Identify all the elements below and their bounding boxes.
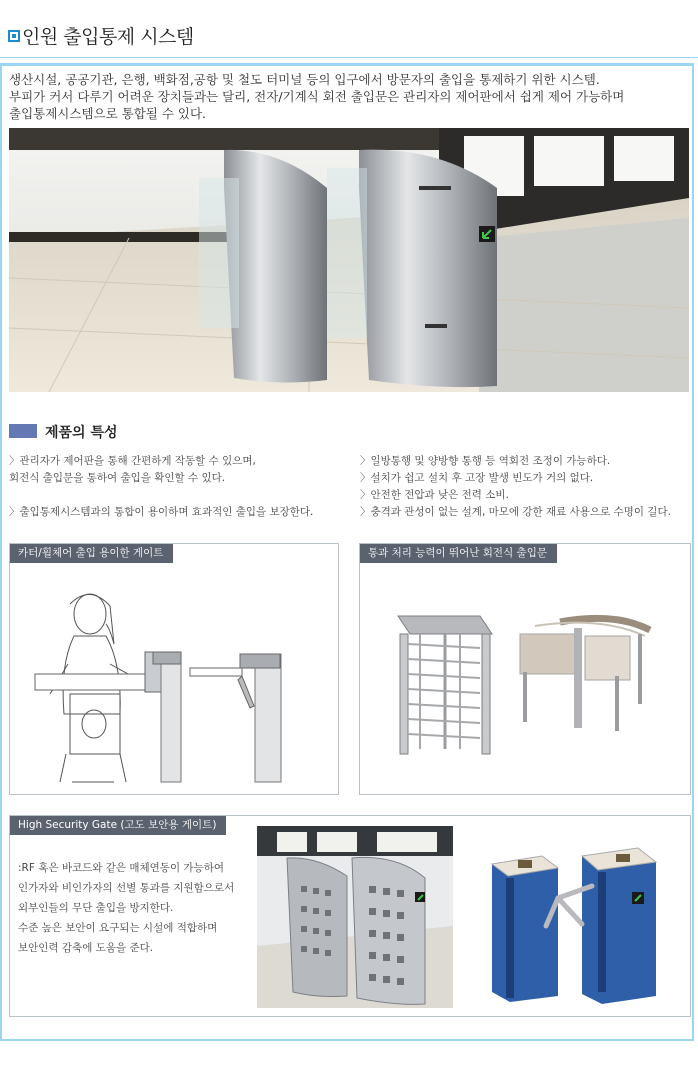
feature-item: 〉안전한 전압과 낮은 전력 소비. [360, 489, 509, 501]
intro-text [9, 71, 689, 122]
feature-item: 〉관리자가 제어판을 통해 간편하게 작동할 수 있으며, [9, 455, 256, 467]
panel-tag: High Security Gate (고도 보안용 게이트) [10, 816, 226, 835]
description-line: 보안인력 감축에 도움을 준다. [18, 942, 154, 954]
square-bullet-icon [8, 30, 20, 42]
intro-line: 출입통제시스템으로 통합될 수 있다. [9, 106, 207, 121]
feature-item: 〉충격과 관성이 없는 설계, 마모에 강한 재료 사용으로 수명이 길다. [360, 506, 671, 518]
page-title: 인원 출입통제 시스템 [22, 26, 194, 48]
description-line: 외부인들의 무단 출입을 방지한다. [18, 902, 174, 914]
cart-gate-illustration [10, 544, 338, 794]
feature-item: 회전식 출입문을 통하여 출입을 확인할 수 있다. [9, 472, 226, 484]
feature-item: 〉출입통제시스템과의 통합이 용이하며 효과적인 출입을 보장한다. [9, 506, 314, 518]
features-title: 제품의 특성 [45, 425, 118, 441]
speed-gate-photo [9, 128, 689, 392]
cart-gate-panel [9, 543, 339, 795]
feature-item: 〉설치가 쉽고 설치 후 고장 발생 빈도가 거의 없다. [360, 472, 594, 484]
high-security-description [18, 858, 234, 958]
description-line: :RF 혹은 바코드와 같은 매체연동이 가능하여 [18, 862, 224, 874]
intro-line: 생산시설, 공공기관, 은행, 백화점,공항 및 철도 터미널 등의 입구에서 방문자의 출입을 통제하기 위한 시스템. [9, 72, 600, 87]
header-divider [0, 57, 698, 58]
tripod-gate-photo [462, 826, 684, 1008]
intro-line: 부피가 커서 다루기 어려운 장치들과는 달리, 전자/기계식 회전 출입문은 관리자의 제어판에서 쉽게 제어 가능하며 [9, 89, 625, 104]
description-line: 수준 높은 보안이 요구되는 시설에 적합하며 [18, 922, 218, 934]
description-line: 인가자와 비인가자의 선별 통과를 지원함으로서 [18, 882, 235, 894]
page-header [0, 0, 698, 60]
panel-tag: 카터/휠체어 출입 용이한 게이트 [10, 544, 173, 563]
security-gate-photo [257, 826, 453, 1008]
rotary-gate-illustration [360, 544, 690, 794]
feature-item: 〉일방통행 및 양방향 통행 등 역회전 조정이 가능하다. [360, 455, 611, 467]
panel-tag: 통과 처리 능력이 뛰어난 회전식 출입문 [360, 544, 557, 563]
rotary-gate-panel [359, 543, 691, 795]
section-square-icon [9, 424, 37, 438]
